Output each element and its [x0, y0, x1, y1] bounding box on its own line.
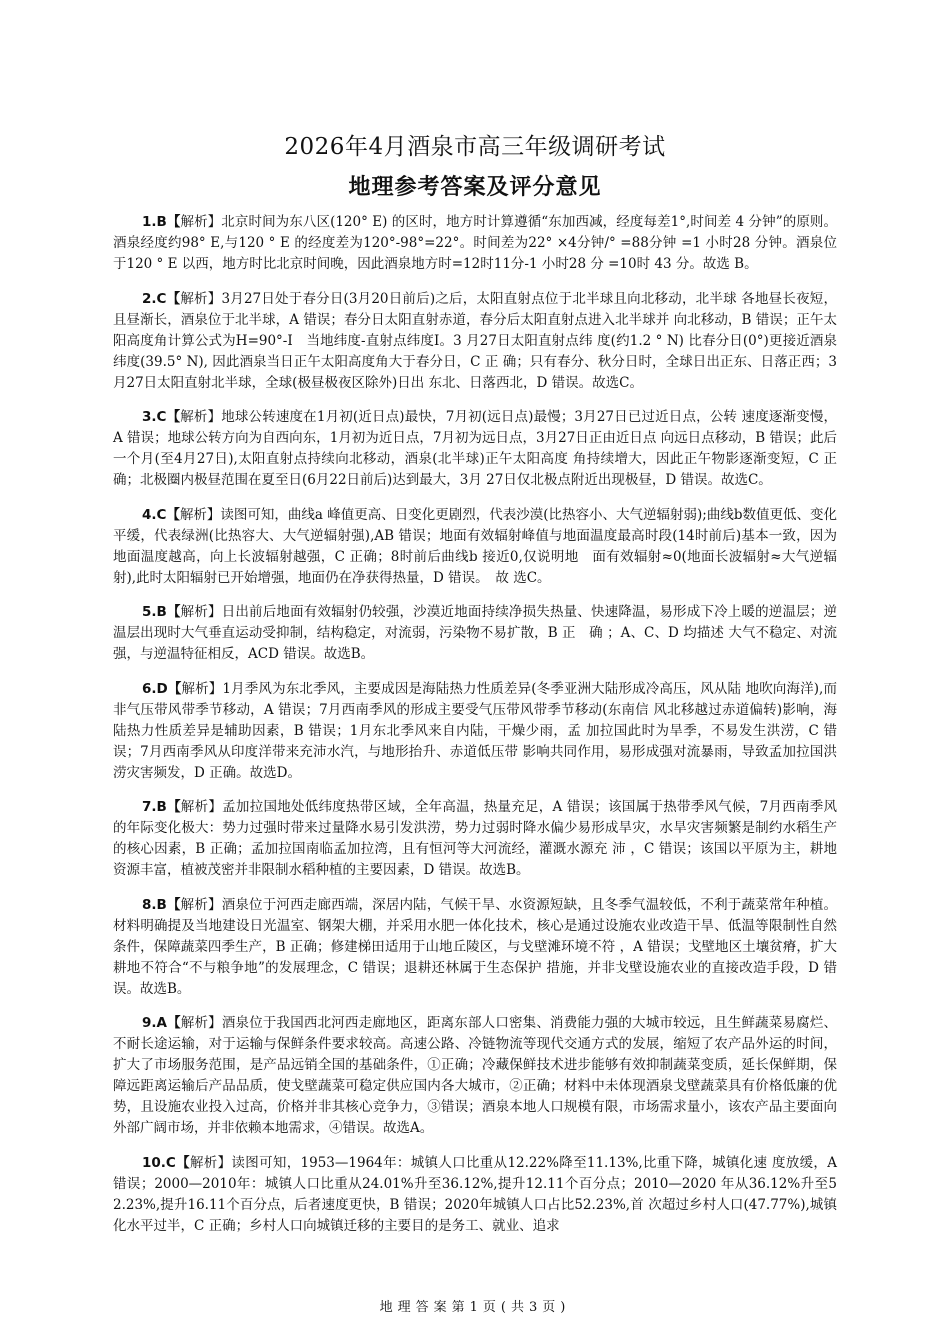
answer-item-6 — [113, 679, 837, 784]
exam-title: 2026年4月酒泉市高三年级调研考试 — [284, 134, 666, 160]
answer-label: 10.C【 — [142, 1154, 190, 1171]
answer-item-8 — [113, 895, 837, 1000]
answer-label: 6.D【 — [142, 680, 182, 697]
answer-text: 解析】酒泉位于我国西北河西走廊地区，距离东部人口密集、消费能力强的大城市较远，且生鲜蔬菜易腐烂、不耐长途运输，对于运输与保鲜条件要求较高。高速公路、冷链物流等现代交通方式的发展，缩短了农产品外运的时间，扩大了市场服务范围，是产品远销全国的基础条件，①正确；冷藏保鲜技术进步能够有效抑制蔬菜变质，延长保鲜期，保障远距离运输后产品品质，使戈壁蔬菜可稳定供应国内各大城市，②正确；材料中未体现酒泉戈壁蔬菜具有价格低廉的优势，且设施农业投入过高，价格并非其核心竞争力，③错误；酒泉本地人口规模有限，市场需求量小，该农产品主要面向外部广阔市场，并非依赖本地需求，④错误。故选A。 — [113, 1015, 837, 1136]
answer-list — [113, 212, 837, 1250]
answer-item-5 — [113, 602, 837, 665]
answer-text: 解析】读图可知，1953—1964年：城镇人口比重从12.22%降至11.13%,比重下降，城镇化速 度放缓，A 错误；2000—2010年：城镇人口比重从24.01%升至36.12%,提升12.11个百分点；2010—2020 年从36.12%升至52.23%,提升16.11个百分点，后者速度更快，B 错误；2020年城镇人口占比52.23%,首 次超过乡村人口(47.77%),城镇化水平过半，C 正确；乡村人口向城镇迁移的主要目的是务工、就业、追求 — [113, 1154, 837, 1234]
answer-text: 解析】读图可知，曲线a 峰值更高、日变化更剧烈，代表沙漠(比热容小、大气逆辐射弱);曲线b数值更低、变化平缓，代表绿洲(比热容大、大气逆辐射强),AB 错误；地面有效辐射峰值与地面温度最高时段(14时前后)基本一致，因为地面温度越高，向上长波辐射越强，C 正确；8时前后曲线b 接近0,仅说明地 面有效辐射≈0(地面长波辐射≈大气逆辐射),此时太阳辐射已开始增强，地面仍在净获得热量，D 错误。 故 选C。 — [113, 506, 837, 586]
answer-subtitle: 地理参考答案及评分意见 — [348, 175, 602, 200]
answer-text: 解析】1月季风为东北季风，主要成因是海陆热力性质差异(冬季亚洲大陆形成冷高压，风从陆 地吹向海洋),而非气压带风带季节移动，A 错误；7月西南季风的形成主要受气压带风带季节移动(东南信 风北移越过赤道偏转)影响，海陆热力性质差异是辅助因素，B 错误；1月东北季风来自内陆，干燥少雨，孟 加拉国此时为旱季，不易发生洪涝，C 错误；7月西南季风从印度洋带来充沛水汽，与地形抬升、赤道低压带 影响共同作用，易形成强对流暴雨，导致孟加拉国洪涝灾害频发，D 正确。故选D。 — [113, 680, 837, 781]
answer-label: 4.C【 — [142, 506, 180, 523]
answer-item-4 — [113, 505, 837, 589]
answer-text: 解析】3月27日处于春分日(3月20日前后)之后，太阳直射点位于北半球且向北移动，北半球 各地昼长夜短，且昼渐长，酒泉位于北半球，A 错误；春分日太阳直射赤道，春分后太阳直射点进入北半球并 向北移动，B 错误；正午太阳高度角计算公式为H=90°-I 当地纬度-直射点纬度Ⅰ。3 月27日太阳直射点纬 度(约1.2 ° N) 比春分日(0°)更接近酒泉纬度(39.5° N), 因此酒泉当日正午太阳高度角大于春分日，C 正 确；只有春分、秋分日时，全球日出正东、日落正西；3月27日太阳直射北半球，全球(极昼极夜区除外)日出 东北、日落西北，D 错误。故选C。 — [113, 290, 837, 391]
answer-item-10 — [113, 1153, 837, 1237]
answer-item-1 — [113, 212, 837, 275]
answer-label: 5.B【 — [142, 604, 181, 620]
answer-text: 解析】地球公转速度在1月初(近日点)最快，7月初(远日点)最慢；3月27日已过近日点，公转 速度逐渐变慢，A 错误；地球公转方向为自西向东，1月初为近日点，7月初为远日点，3月27日正由近日点 向远日点移动，B 错误；此后一个月(至4月27日),太阳直射点持续向北移动，酒泉(北半球)正午太阳高度 角持续增大，因此正午物影逐渐变短，C 正确；北极圈内极昼范围在夏至日(6月22日前后)达到最大，3月 27日仅北极点附近出现极昼，D 错误。故选C。 — [113, 409, 837, 488]
answer-text: 解析】日出前后地面有效辐射仍较强，沙漠近地面持续净损失热量、快速降温，易形成下冷上暖的逆温层；逆温层出现时大气垂直运动受抑制，结构稳定，对流弱，污染物不易扩散，B 正 确 ；A、C、D 均描述 大气不稳定、对流强，与逆温特征相反，ACD 错误。故选B。 — [113, 604, 838, 662]
answer-label: 2.C【 — [142, 290, 181, 307]
answer-label: 7.B【 — [142, 799, 181, 815]
page-footer: 地理答案第1页(共3页) — [379, 1300, 571, 1315]
answer-label: 1.B【 — [142, 214, 181, 230]
answer-text: 解析】北京时间为东八区(120° E) 的区时，地方时计算遵循“东加西减，经度每差1°,时间差 4 分钟”的原则。酒泉经度约98° E,与120 ° E 的经度差为120°-98°=22°。时间差为22° ×4分钟/° =88分钟 =1 小时28 分钟。酒泉位于120 ° E 以西，地方时比北京时间晚，因此酒泉地方时=12时11分-1 小时28 分 =10时 43 分。故选 B。 — [113, 214, 838, 272]
answer-item-3 — [113, 407, 837, 491]
answer-text: 解析】孟加拉国地处低纬度热带区域，全年高温，热量充足，A 错误；该国属于热带季风气候，7月西南季风的年际变化极大：势力过强时带来过量降水易引发洪涝，势力过弱时降水偏少易形成旱灾，水旱灾害频繁是制约水稻生产的核心因素，B 正确；孟加拉国南临孟加拉湾，且有恒河等大河流经，灌溉水源充 沛 ，C 错误；该国以平原为主，耕地资源丰富，植被茂密并非限制水稻种植的主要因素，D 错误。故选B。 — [113, 799, 838, 878]
answer-label: 3.C【 — [142, 409, 181, 425]
answer-text: 解析】酒泉位于河西走廊西端，深居内陆，气候干旱、水资源短缺，且冬季气温较低，不利于蔬菜常年种植。材料明确提及当地建设日光温室、钢架大棚，并采用水肥一体化技术，核心是通过设施农业改造干旱、低温等限制性自然条件，保障蔬菜四季生产，B 正确；修建梯田适用于山地丘陵区，与戈壁滩环境不符 ，A 错误；戈壁地区土壤贫瘠，扩大耕地不符合“不与粮争地”的发展理念，C 错误；退耕还林属于生态保护 措施，并非戈壁设施农业的直接改造手段，D 错误。故选B。 — [113, 896, 838, 997]
answer-item-7 — [113, 797, 837, 881]
answer-label: 8.B【 — [142, 896, 181, 913]
answer-label: 9.A【 — [142, 1015, 181, 1031]
answer-item-2 — [113, 289, 837, 394]
answer-item-9 — [113, 1013, 837, 1139]
